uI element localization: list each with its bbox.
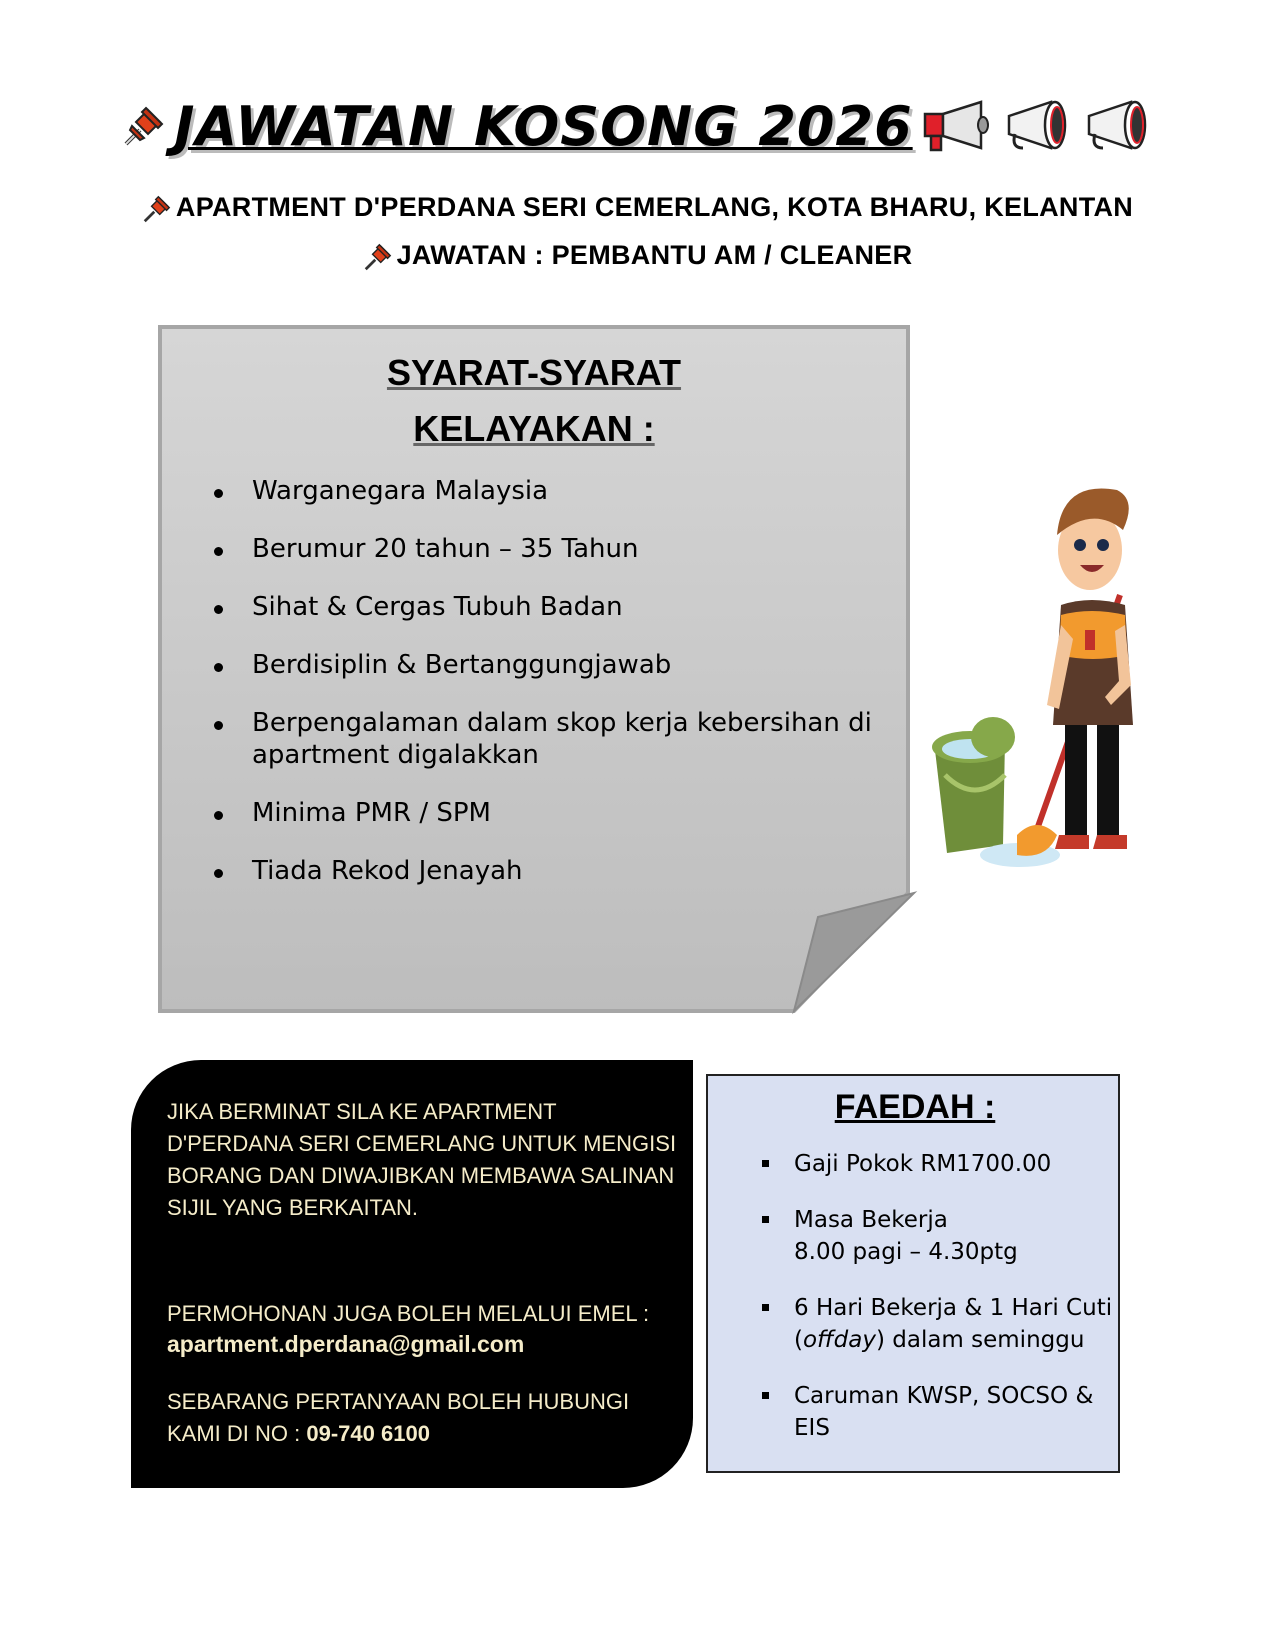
list-item: Berdisiplin & Bertanggungjawab [210,649,890,681]
pushpin-icon [122,104,166,148]
list-item: Sihat & Cergas Tubuh Badan [210,591,890,623]
contact-panel [131,1060,693,1488]
list-item: Berumur 20 tahun – 35 Tahun [210,533,890,565]
list-item: Gaji Pokok RM1700.00 [760,1148,1116,1180]
cleaner-illustration [925,465,1150,885]
list-item: Tiada Rekod Jenayah [210,855,890,887]
location-line [0,192,1275,224]
megaphone-icon [1001,98,1073,154]
benefits-panel [706,1074,1120,1473]
contact-phone [167,1386,687,1450]
pushpin-icon [363,242,393,272]
list-item: Warganegara Malaysia [210,475,890,507]
benefits-title: FAEDAH : [834,1088,996,1126]
list-item: Minima PMR / SPM [210,797,890,829]
requirements-title: SYARAT-SYARAT KELAYAKAN : [386,352,682,449]
position-line [0,240,1275,272]
phone-number[interactable]: 09-740 6100 [306,1421,430,1446]
requirements-panel [158,325,910,1013]
list-item: Berpengalaman dalam skop kerja kebersihan di apartment digalakkan [210,707,890,771]
list-item: Caruman KWSP, SOCSO & EIS [760,1380,1116,1444]
megaphone-icon [1081,98,1153,154]
header [0,86,1275,166]
page-title: JAWATAN KOSONG 2026 [174,94,913,158]
email-link[interactable]: apartment.dperdana@gmail.com [167,1331,525,1357]
benefits-list [760,1148,1116,1468]
list-item: Masa Bekerja 8.00 pagi – 4.30ptg [760,1204,1116,1268]
list-item: 6 Hari Bekerja & 1 Hari Cuti (offday) dalam seminggu [760,1292,1116,1356]
requirements-list [210,475,890,913]
pushpin-icon [142,194,172,224]
position-text: JAWATAN : PEMBANTU AM / CLEANER [396,240,913,270]
contact-instructions: JIKA BERMINAT SILA KE APARTMENT D'PERDANA SERI CEMERLANG UNTUK MENGISI BORANG DAN DIWAJIBKAN MEMBAWA SALINAN SIJIL YANG BERKAITAN. [167,1099,677,1220]
location-text: APARTMENT D'PERDANA SERI CEMERLANG, KOTA BHARU, KELANTAN [175,192,1134,222]
email-label: PERMOHONAN JUGA BOLEH MELALUI EMEL : [167,1301,650,1326]
phone-label: SEBARANG PERTANYAAN BOLEH HUBUNGI KAMI DI NO : [167,1389,630,1446]
megaphone-icon [921,98,993,154]
